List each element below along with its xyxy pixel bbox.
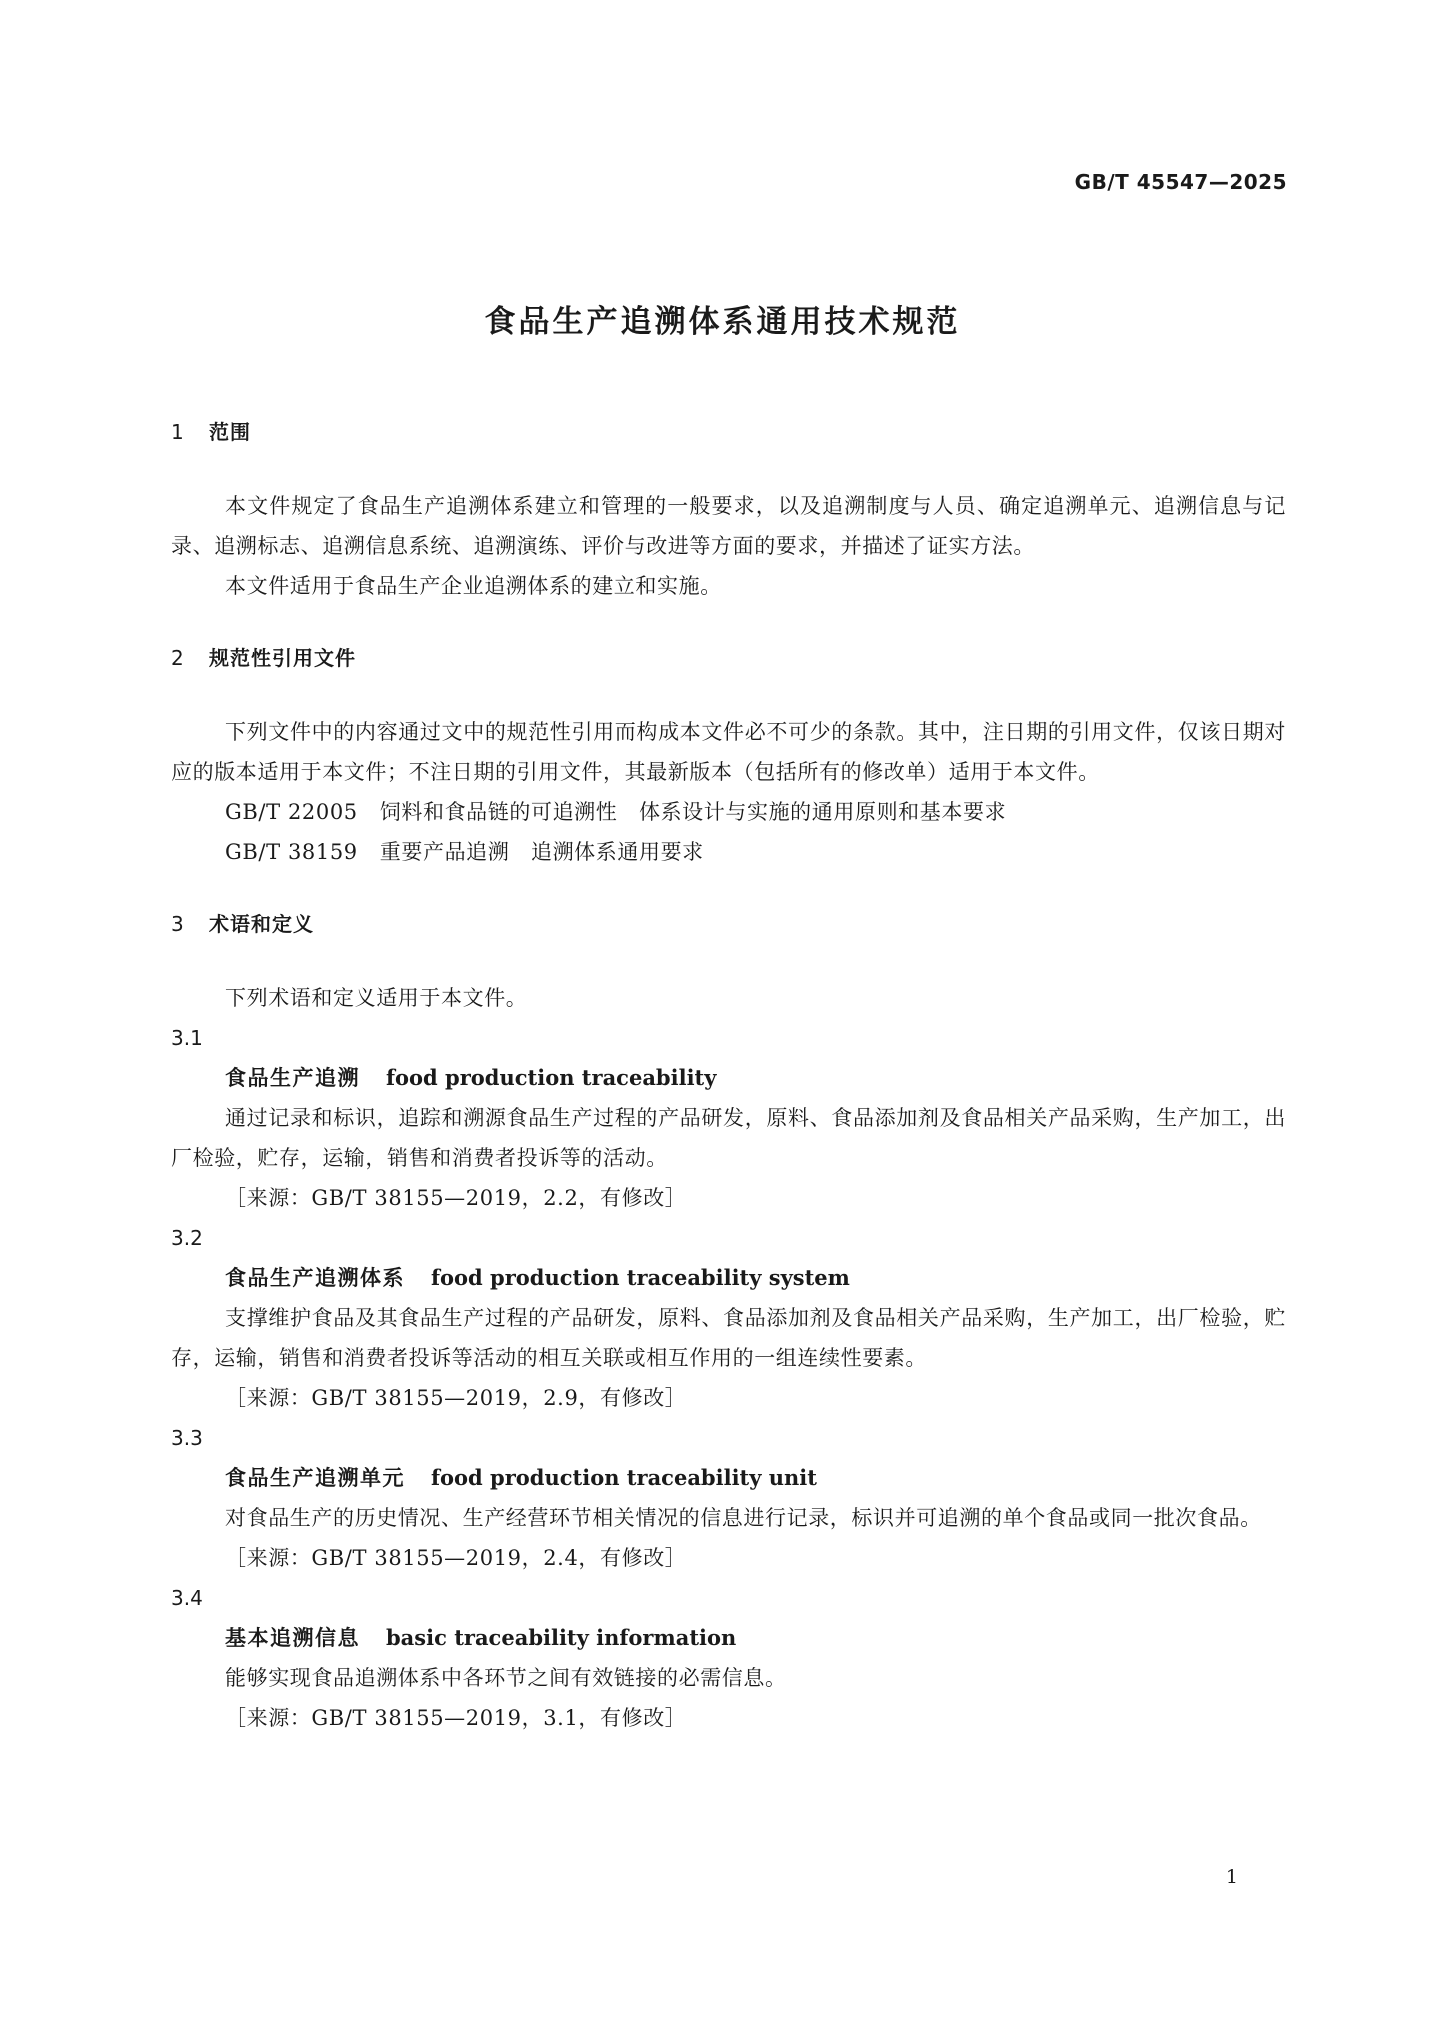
reference-item (171, 792, 1286, 832)
terms-intro: 下列术语和定义适用于本文件。 (225, 986, 528, 1010)
scope-paragraph: 本文件适用于食品生产企业追溯体系的建立和实施。 (225, 574, 722, 598)
term-definition: 通过记录和标识，追踪和溯源食品生产过程的产品研发，原料、食品添加剂及食品相关产品采购，生产加工，出厂检验，贮存，运输，销售和消费者投诉等的活动。 (171, 1106, 1286, 1170)
term-zh: 食品生产追溯单元 (225, 1466, 405, 1490)
section-heading-normative-references (171, 644, 1286, 672)
section-title: 范围 (209, 420, 251, 444)
term-number: 3.4 (171, 1586, 203, 1610)
term-title (171, 1618, 1286, 1658)
reference-code: GB/T 22005 (225, 800, 358, 824)
section-heading-scope (171, 418, 1286, 446)
term-zh: 食品生产追溯 (225, 1066, 360, 1090)
term-definition: 支撑维护食品及其食品生产过程的产品研发，原料、食品添加剂及食品相关产品采购，生产加工，出厂检验，贮存，运输，销售和消费者投诉等活动的相互关联或相互作用的一组连续性要素。 (171, 1306, 1286, 1370)
term-definition: 能够实现食品追溯体系中各环节之间有效链接的必需信息。 (225, 1666, 787, 1690)
section-number: 2 (171, 646, 185, 670)
reference-title: 重要产品追溯 追溯体系通用要求 (379, 840, 704, 864)
term-en: food production traceability (386, 1065, 717, 1090)
term-number: 3.1 (171, 1026, 203, 1050)
term-source: ［来源：GB/T 38155—2019，2.4，有修改］ (225, 1546, 687, 1570)
section-number: 1 (171, 420, 185, 444)
term-en: food production traceability unit (431, 1465, 817, 1490)
reference-code: GB/T 38159 (225, 840, 358, 864)
term-source: ［来源：GB/T 38155—2019，3.1，有修改］ (225, 1706, 687, 1730)
term-zh: 基本追溯信息 (225, 1626, 360, 1650)
term-zh: 食品生产追溯体系 (225, 1266, 405, 1290)
document-title: 食品生产追溯体系通用技术规范 (484, 304, 961, 340)
scope-paragraph: 本文件规定了食品生产追溯体系建立和管理的一般要求，以及追溯制度与人员、确定追溯单元、追溯信息与记录、追溯标志、追溯信息系统、追溯演练、评价与改进等方面的要求，并描述了证实方法。 (171, 494, 1286, 558)
reference-title: 饲料和食品链的可追溯性 体系设计与实施的通用原则和基本要求 (379, 800, 1007, 824)
term-en: basic traceability information (386, 1625, 737, 1650)
term-source: ［来源：GB/T 38155—2019，2.9，有修改］ (225, 1386, 687, 1410)
section-title: 术语和定义 (209, 912, 314, 936)
term-title (171, 1258, 1286, 1298)
standard-code: GB/T 45547—2025 (1074, 170, 1287, 194)
section-title: 规范性引用文件 (209, 646, 356, 670)
term-definition: 对食品生产的历史情况、生产经营环节相关情况的信息进行记录，标识并可追溯的单个食品或同一批次食品。 (225, 1506, 1262, 1530)
term-number: 3.2 (171, 1226, 203, 1250)
reference-item (171, 832, 1286, 872)
term-number: 3.3 (171, 1426, 203, 1450)
term-title (171, 1458, 1286, 1498)
normative-references-paragraph: 下列文件中的内容通过文中的规范性引用而构成本文件必不可少的条款。其中，注日期的引用文件，仅该日期对应的版本适用于本文件；不注日期的引用文件，其最新版本（包括所有的修改单）适用于本文件。 (171, 720, 1286, 784)
term-title (171, 1058, 1286, 1098)
section-heading-terms-definitions (171, 910, 1286, 938)
term-source: ［来源：GB/T 38155—2019，2.2，有修改］ (225, 1186, 687, 1210)
document-body (171, 418, 1286, 1738)
section-number: 3 (171, 912, 185, 936)
page-number: 1 (1225, 1866, 1238, 1888)
term-en: food production traceability system (431, 1265, 850, 1290)
